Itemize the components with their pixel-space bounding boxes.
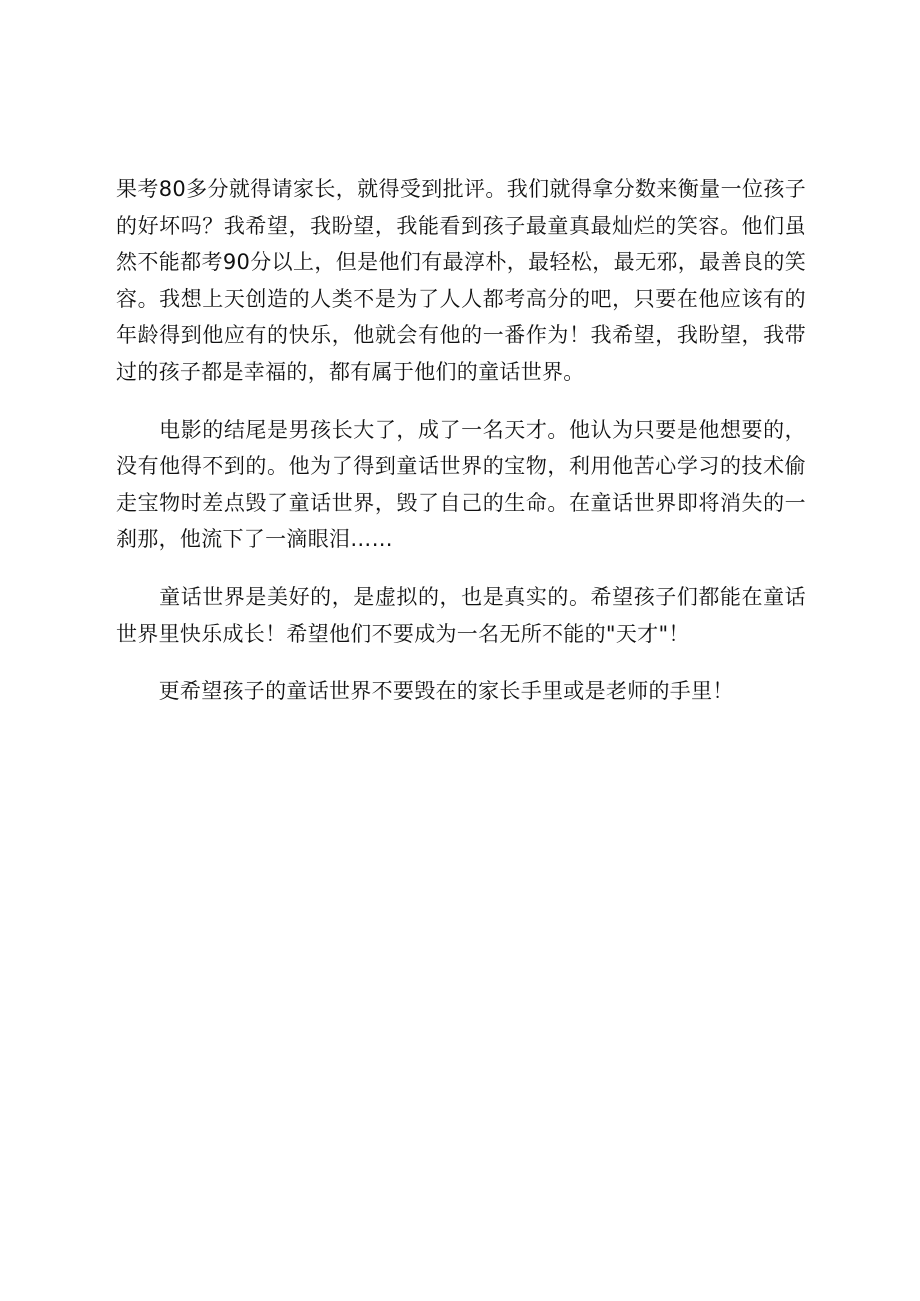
paragraph-4: 更希望孩子的童话世界不要毁在的家长手里或是老师的手里！ (116, 679, 734, 704)
document-body (116, 171, 806, 710)
paragraph-2: 电影的结尾是男孩长大了，成了一名天才。他认为只要是他想要的，没有他得不到的。他为了得到童话世界的宝物，利用他苦心学习的技术偷走宝物时差点毁了童话世界，毁了自己的生命。在童话世界即将消失的一刹那，他流下了一滴眼泪…… (116, 417, 806, 552)
paragraph-1: 果考80多分就得请家长，就得受到批评。我们就得拿分数来衡量一位孩子的好坏吗？我希望，我盼望，我能看到孩子最童真最灿烂的笑容。他们虽然不能都考90分以上，但是他们有最淳朴，最轻松，最无邪，最善良的笑容。我想上天创造的人类不是为了人人都考高分的吧，只要在他应该有的年龄得到他应有的快乐，他就会有他的一番作为！我希望，我盼望，我带过的孩子都是幸福的，都有属于他们的童话世界。 (116, 177, 806, 384)
paragraph-3: 童话世界是美好的，是虚拟的，也是真实的。希望孩子们都能在童话世界里快乐成长！希望他们不要成为一名无所不能的"天才"！ (116, 584, 806, 646)
